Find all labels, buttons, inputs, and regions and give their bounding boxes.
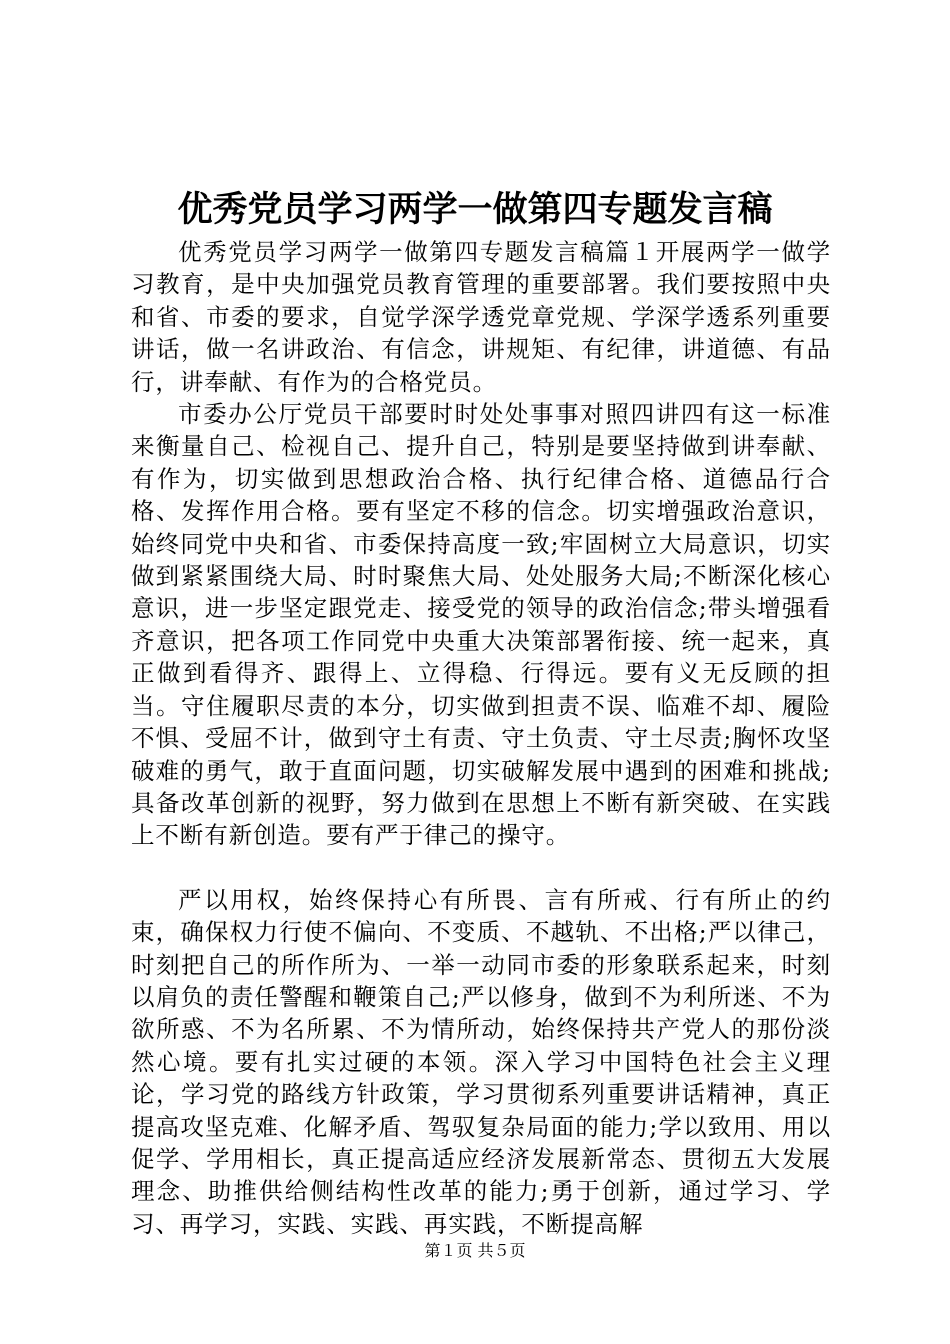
- document-body: [131, 236, 831, 1240]
- paragraph-2: 市委办公厅党员干部要时时处处事事对照四讲四有这一标准来衡量自己、检视自己、提升自己，特别是要坚持做到讲奉献、有作为，切实做到思想政治合格、执行纪律合格、道德品行合格、发挥作用合格。要有坚定不移的信念。切实增强政治意识，始终同党中央和省、市委保持高度一致;牢固树立大局意识，切实做到紧紧围绕大局、时时聚焦大局、处处服务大局;不断深化核心意识，进一步坚定跟党走、接受党的领导的政治信念;带头增强看齐意识，把各项工作同党中央重大决策部署衔接、统一起来，真正做到看得齐、跟得上、立得稳、行得远。要有义无反顾的担当。守住履职尽责的本分，切实做到担责不误、临难不却、履险不惧、受屈不计，做到守土有责、守土负责、守土尽责;胸怀攻坚破难的勇气，敢于直面问题，切实破解发展中遇到的困难和挑战;具备改革创新的视野，努力做到在思想上不断有新突破、在实践上不断有新创造。要有严于律己的操守。: [131, 400, 831, 850]
- document-title: 优秀党员学习两学一做第四专题发言稿: [177, 189, 773, 230]
- paragraph-3: 严以用权，始终保持心有所畏、言有所戒、行有所止的约束，确保权力行使不偏向、不变质、不越轨、不出格;严以律己，时刻把自己的所作所为、一举一动同市委的形象联系起来，时刻以肩负的责任警醒和鞭策自己;严以修身，做到不为利所迷、不为欲所惑、不为名所累、不为情所动，始终保持共产党人的那份淡然心境。要有扎实过硬的本领。深入学习中国特色社会主义理论，学习党的路线方针政策，学习贯彻系列重要讲话精神，真正提高攻坚克难、化解矛盾、驾驭复杂局面的能力;学以致用、用以促学、学用相长，真正提高适应经济发展新常态、贯彻五大发展理念、助推供给侧结构性改革的能力;勇于创新，通过学习、学习、再学习，实践、实践、再实践，不断提高解: [131, 885, 831, 1238]
- paragraph-1: 优秀党员学习两学一做第四专题发言稿篇１开展两学一做学习教育，是中央加强党员教育管理的重要部署。我们要按照中央和省、市委的要求，自觉学深学透党章党规、学深学透系列重要讲话，做一名讲政治、有信念，讲规矩、有纪律，讲道德、有品行，讲奉献、有作为的合格党员。: [131, 238, 831, 396]
- page-number-footer: 第１页 共５页: [424, 1241, 526, 1260]
